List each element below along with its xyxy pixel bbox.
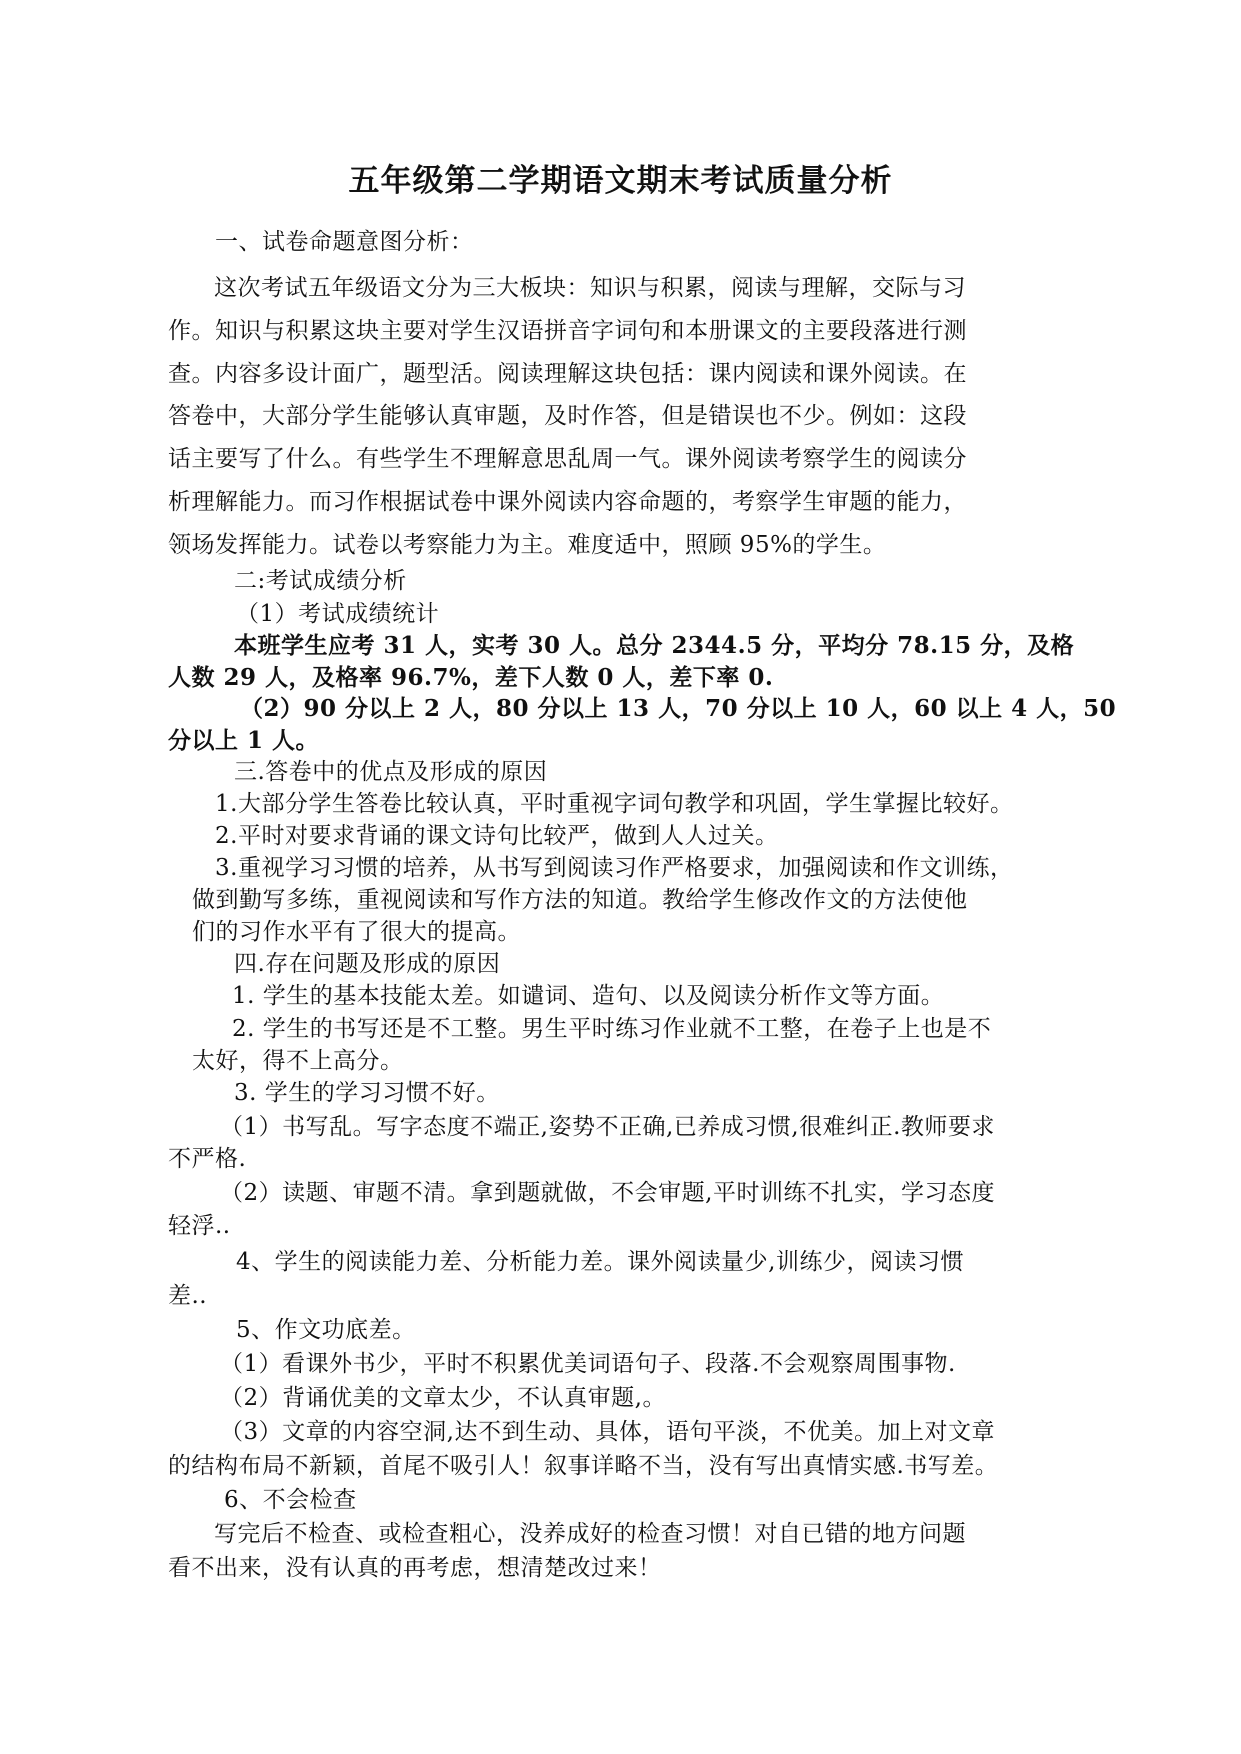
paragraph-line: 析理解能力。而习作根据试卷中课外阅读内容命题的，考察学生审题的能力， bbox=[168, 489, 967, 515]
sub-list-item: （2）背诵优美的文章太少，不认真审题,。 bbox=[220, 1385, 666, 1411]
list-item-continued: 们的习作水平有了很大的提高。 bbox=[192, 919, 521, 945]
paragraph-line: （2）90 分以上 2 人，80 分以上 13 人，70 分以上 10 人，60 以上 4 人，50 bbox=[240, 695, 1117, 722]
document-title: 五年级第二学期语文期末考试质量分析 bbox=[348, 163, 893, 199]
subsection-heading: （1）考试成绩统计 bbox=[236, 601, 440, 627]
list-item: 2.平时对要求背诵的课文诗句比较严，做到人人过关。 bbox=[215, 823, 779, 849]
list-item: 3. 学生的学习习惯不好。 bbox=[234, 1080, 500, 1106]
section-heading: 二:考试成绩分析 bbox=[234, 568, 407, 594]
paragraph-line: 话主要写了什么。有些学生不理解意思乱周一气。课外阅读考察学生的阅读分 bbox=[168, 446, 967, 472]
section-heading: 四.存在问题及形成的原因 bbox=[234, 951, 501, 977]
paragraph-line: 查。内容多设计面广，题型活。阅读理解这块包括：课内阅读和课外阅读。在 bbox=[168, 361, 967, 387]
sub-list-item: （1）书写乱。写字态度不端正,姿势不正确,已养成习惯,很难纠正.教师要求 bbox=[220, 1114, 995, 1140]
paragraph-line: 领场发挥能力。试卷以考察能力为主。难度适中，照顾 95%的学生。 bbox=[168, 532, 887, 558]
section-heading: 三.答卷中的优点及形成的原因 bbox=[234, 759, 548, 785]
list-item-continued: 差.. bbox=[168, 1283, 208, 1309]
list-item: 4、学生的阅读能力差、分析能力差。课外阅读量少,训练少，阅读习惯 bbox=[236, 1249, 964, 1275]
list-item: 3.重视学习习惯的培养，从书写到阅读习作严格要求，加强阅读和作文训练， bbox=[215, 855, 1014, 881]
paragraph-line: 写完后不检查、或检查粗心，没养成好的检查习惯！对自已错的地方问题 bbox=[214, 1521, 966, 1547]
sub-list-item-continued: 的结构布局不新颖，首尾不吸引人！叙事详略不当，没有写出真情实感.书写差。 bbox=[168, 1453, 999, 1479]
paragraph-line: 看不出来，没有认真的再考虑，想清楚改过来！ bbox=[168, 1555, 662, 1581]
sub-list-item: （3）文章的内容空洞,达不到生动、具体，语句平淡，不优美。加上对文章 bbox=[220, 1419, 995, 1445]
paragraph-line: 答卷中，大部分学生能够认真审题，及时作答，但是错误也不少。例如：这段 bbox=[168, 403, 967, 429]
paragraph-line: 这次考试五年级语文分为三大板块：知识与积累，阅读与理解，交际与习 bbox=[214, 275, 966, 301]
list-item: 6、不会检查 bbox=[224, 1487, 357, 1513]
sub-list-item: （2）读题、审题不清。拿到题就做，不会审题,平时训练不扎实，学习态度 bbox=[220, 1180, 995, 1206]
paragraph-line: 本班学生应考 31 人，实考 30 人。总分 2344.5 分，平均分 78.15 分，及格 bbox=[234, 632, 1075, 659]
sub-list-item: （1）看课外书少，平时不积累优美词语句子、段落.不会观察周围事物. bbox=[220, 1351, 956, 1377]
paragraph-line: 分以上 1 人。 bbox=[168, 727, 320, 754]
section-heading: 一、试卷命题意图分析： bbox=[215, 229, 474, 255]
list-item: 1.大部分学生答卷比较认真，平时重视字词句教学和巩固，学生掌握比较好。 bbox=[215, 791, 1014, 817]
paragraph-line: 作。知识与积累这块主要对学生汉语拼音字词句和本册课文的主要段落进行测 bbox=[168, 318, 967, 344]
list-item-continued: 做到勤写多练，重视阅读和写作方法的知道。教给学生修改作文的方法使他 bbox=[192, 887, 968, 913]
list-item-continued: 太好，得不上高分。 bbox=[192, 1048, 404, 1074]
sub-list-item-continued: 轻浮.. bbox=[168, 1213, 231, 1239]
list-item: 1. 学生的基本技能太差。如谴词、造句、以及阅读分析作文等方面。 bbox=[232, 983, 945, 1009]
paragraph-line: 人数 29 人，及格率 96.7%，差下人数 0 人，差下率 0. bbox=[168, 664, 774, 691]
list-item: 5、作文功底差。 bbox=[236, 1317, 416, 1343]
list-item: 2. 学生的书写还是不工整。男生平时练习作业就不工整，在卷子上也是不 bbox=[232, 1016, 992, 1042]
sub-list-item-continued: 不严格. bbox=[168, 1146, 247, 1172]
